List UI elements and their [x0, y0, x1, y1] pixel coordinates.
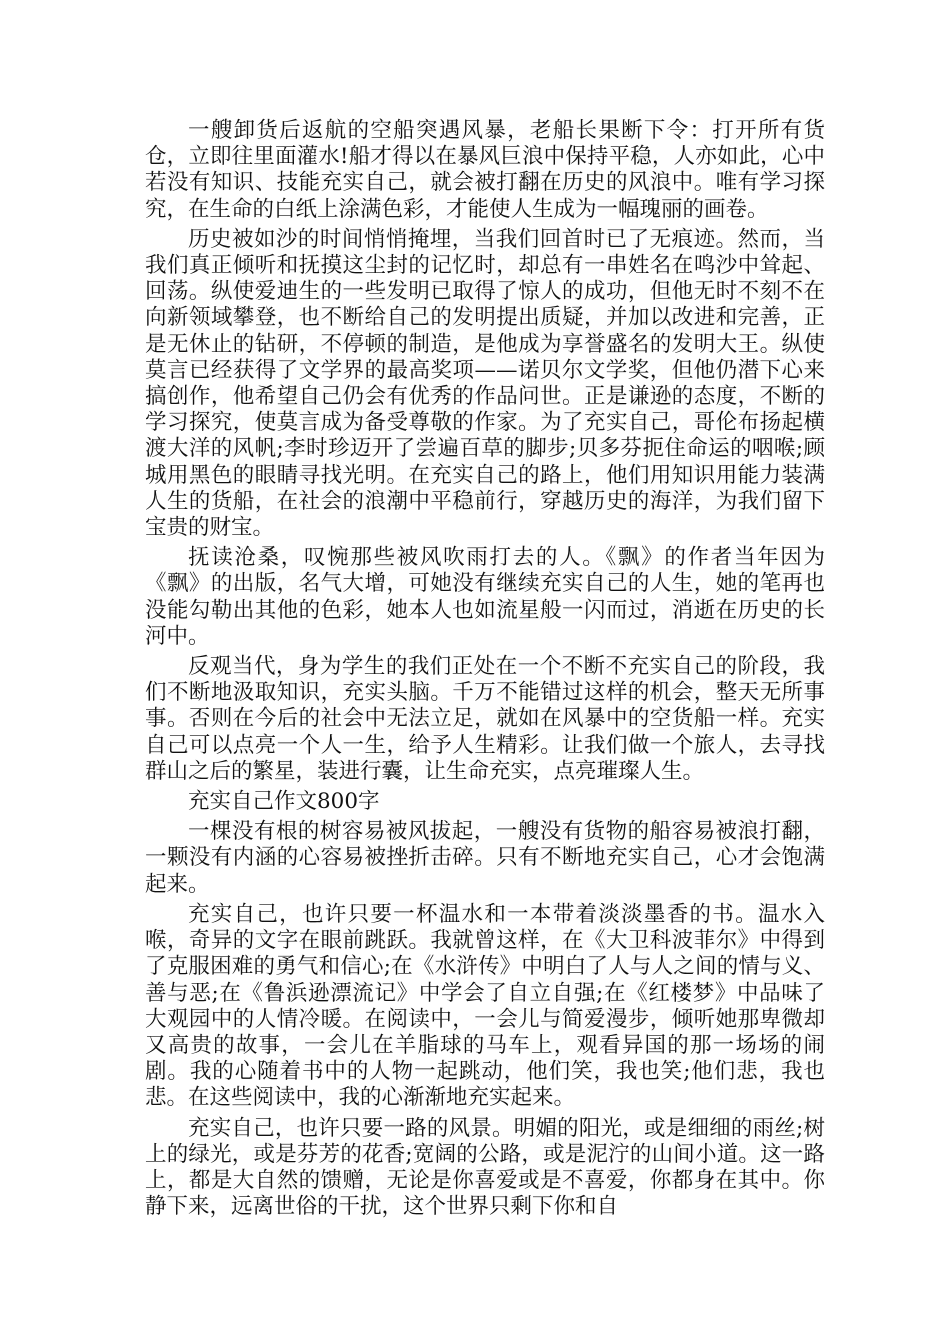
document-body [145, 118, 825, 1224]
paragraph-scenery: 充实自己，也许只要一路的风景。明媚的阳光，或是细细的雨丝;树上的绿光，或是芬芳的花香;宽阔的公路，或是泥泞的山间小道。这一路上，都是大自然的馈赠，无论是你喜爱或是不喜爱，你都身在其中。你静下来，远离世俗的干扰，这个世界只剩下你和自 [145, 1115, 825, 1220]
section-title: 充实自己作文800字 [188, 789, 380, 815]
paragraph-history: 历史被如沙的时间悄悄掩埋，当我们回首时已了无痕迹。然而，当我们真正倾听和抚摸这尘封的记忆时，却总有一串姓名在鸣沙中耸起、回荡。纵使爱迪生的一些发明已取得了惊人的成功，但他无时不刻不在向新领域攀登，也不断给自己的发明提出质疑，并加以改进和完善，正是无休止的钻研，不停顿的制造，是他成为享誉盛名的发明大王。纵使莫言已经获得了文学界的最高奖项——诺贝尔文学奖，但他仍潜下心来搞创作，他希望自己仍会有优秀的作品问世。正是谦逊的态度，不断的学习探究，使莫言成为备受尊敬的作家。为了充实自己，哥伦布扬起横渡大洋的风帆;李时珍迈开了尝遍百草的脚步;贝多芬扼住命运的咽喉;顾城用黑色的眼睛寻找光明。在充实自己的路上，他们用知识用能力装满人生的货船，在社会的浪潮中平稳前行，穿越历史的海洋，为我们留下宝贵的财宝。 [145, 226, 825, 541]
paragraph-gone-with-wind: 抚读沧桑，叹惋那些被风吹雨打去的人。《飘》的作者当年因为《飘》的出版，名气大增，可她没有继续充实自己的人生，她的笔再也没能勾勒出其他的色彩，她本人也如流星般一闪而过，消逝在历史的长河中。 [145, 545, 825, 649]
paragraph-reading: 充实自己，也许只要一杯温水和一本带着淡淡墨香的书。温水入喉，奇异的文字在眼前跳跃。我就曾这样，在《大卫科波菲尔》中得到了克服困难的勇气和信心;在《水浒传》中明白了人与人之间的情与义、善与恶;在《鲁浜逊漂流记》中学会了自立自强;在《红楼梦》中品味了大观园中的人情冷暖。在阅读中，一会儿与简爱漫步，倾听她那卑微却又高贵的故事，一会儿在羊脂球的马车上，观看异国的那一场场的闹剧。我的心随着书中的人物一起跳动，他们笑，我也笑;他们悲，我也悲。在这些阅读中，我的心渐渐地充实起来。 [145, 901, 825, 1111]
paragraph-students: 反观当代，身为学生的我们正处在一个不断不充实自己的阶段，我们不断地汲取知识，充实头脑。千万不能错过这样的机会，整天无所事事。否则在今后的社会中无法立足，就如在风暴中的空货船一样。充实自己可以点亮一个人一生，给予人生精彩。让我们做一个旅人，去寻找群山之后的繁星，装进行囊，让生命充实，点亮璀璨人生。 [145, 654, 825, 784]
paragraph-empty-ship: 一艘卸货后返航的空船突遇风暴，老船长果断下令：打开所有货仓，立即往里面灌水!船才得以在暴风巨浪中保持平稳，人亦如此，心中若没有知识、技能充实自己，就会被打翻在历史的风浪中。唯有学习探究，在生命的白纸上涂满色彩，才能使人生成为一幅瑰丽的画卷。 [145, 118, 825, 222]
paragraph-tree-ship-heart: 一棵没有根的树容易被风拔起，一艘没有货物的船容易被浪打翻，一颗没有内涵的心容易被挫折击碎。只有不断地充实自己，心才会饱满起来。 [145, 819, 825, 897]
